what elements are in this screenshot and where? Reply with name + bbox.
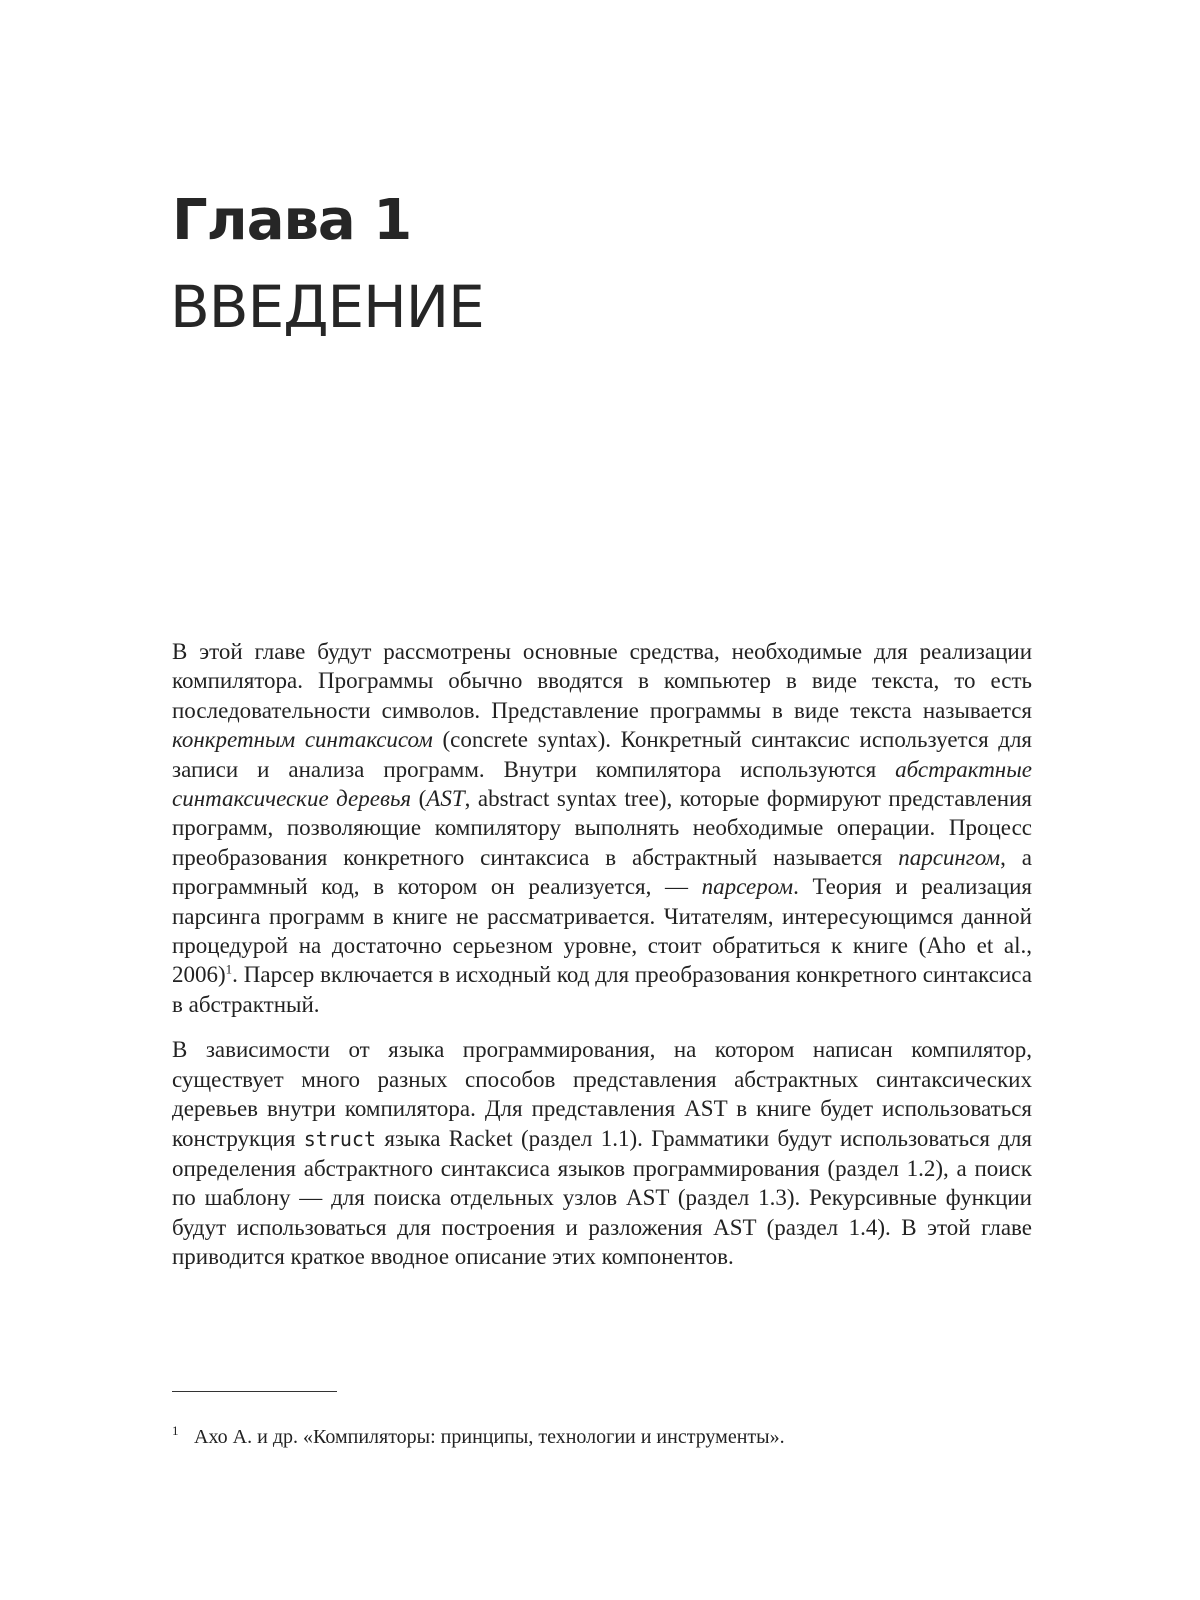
chapter-label: Глава 1 — [172, 188, 412, 253]
footnote-divider — [172, 1391, 337, 1392]
paragraph-overview: В зависимости от языка программирования, на котором написан компилятор, существует много разных способов представления абстрактных синтаксических деревьев внутри компилятора. Для представления AST в книге будет использоваться конструкция struct языка Racket (раздел 1.1). Грамматики будут использоваться для определения абстрактного синтаксиса языков программирования (раздел 1.2), а поиск по шаблону — для поиска отдельных узлов AST (раздел 1.3). Рекурсивные функции будут использоваться для построения и разложения AST (раздел 1.4). В этой главе приводится краткое вводное описание этих компонентов. — [172, 1037, 1032, 1270]
term-parser: парсером — [701, 874, 794, 900]
term-concrete-syntax: конкретным синтаксисом — [172, 727, 433, 753]
footnote-text: Ахо А. и др. «Компиляторы: принципы, технологии и инструменты». — [194, 1426, 785, 1448]
footnote-ref: 1 — [225, 961, 233, 977]
chapter-title: ВВЕДЕНИЕ — [170, 273, 484, 341]
body-text — [172, 637, 1032, 1288]
paragraph-intro: В этой главе будут рассмотрены основные средства, необходимые для реализации компилятора. Программы обычно вводятся в компьютер в виде текста, то есть последовательности символов. Представление программы в виде текста называется конкретным синтаксисом (concrete syntax). Конкретный синтаксис используется для записи и анализа программ. Внутри компилятора используются абстрактные синтаксические деревья (AST, abstract syntax tree), которые формируют представления программ, позволяющие компилятору выполнять необходимые операции. Процесс преобразования конкретного синтаксиса в абстрактный называется парсингом, а программный код, в котором он реализуется, — парсером. Теория и реализация парсинга программ в книге не рассматривается. Читателям, интересующимся данной процедурой на достаточно серьезном уровне, стоит обратиться к книге (Aho et al., 2006)$^1$. Парсер включается в исходный код для преобразования конкретного синтаксиса в абстрактный. — [172, 639, 1033, 1017]
term-parsing: парсингом — [898, 844, 1001, 870]
term-ast: абстрактные синтаксические деревья — [172, 756, 1032, 812]
footnote: 1 Ахо А. и др. «Компиляторы: принципы, технологии и инструменты». — [172, 1423, 785, 1448]
term-ast-abbr: AST — [426, 786, 465, 812]
code-struct: struct — [303, 1126, 376, 1151]
